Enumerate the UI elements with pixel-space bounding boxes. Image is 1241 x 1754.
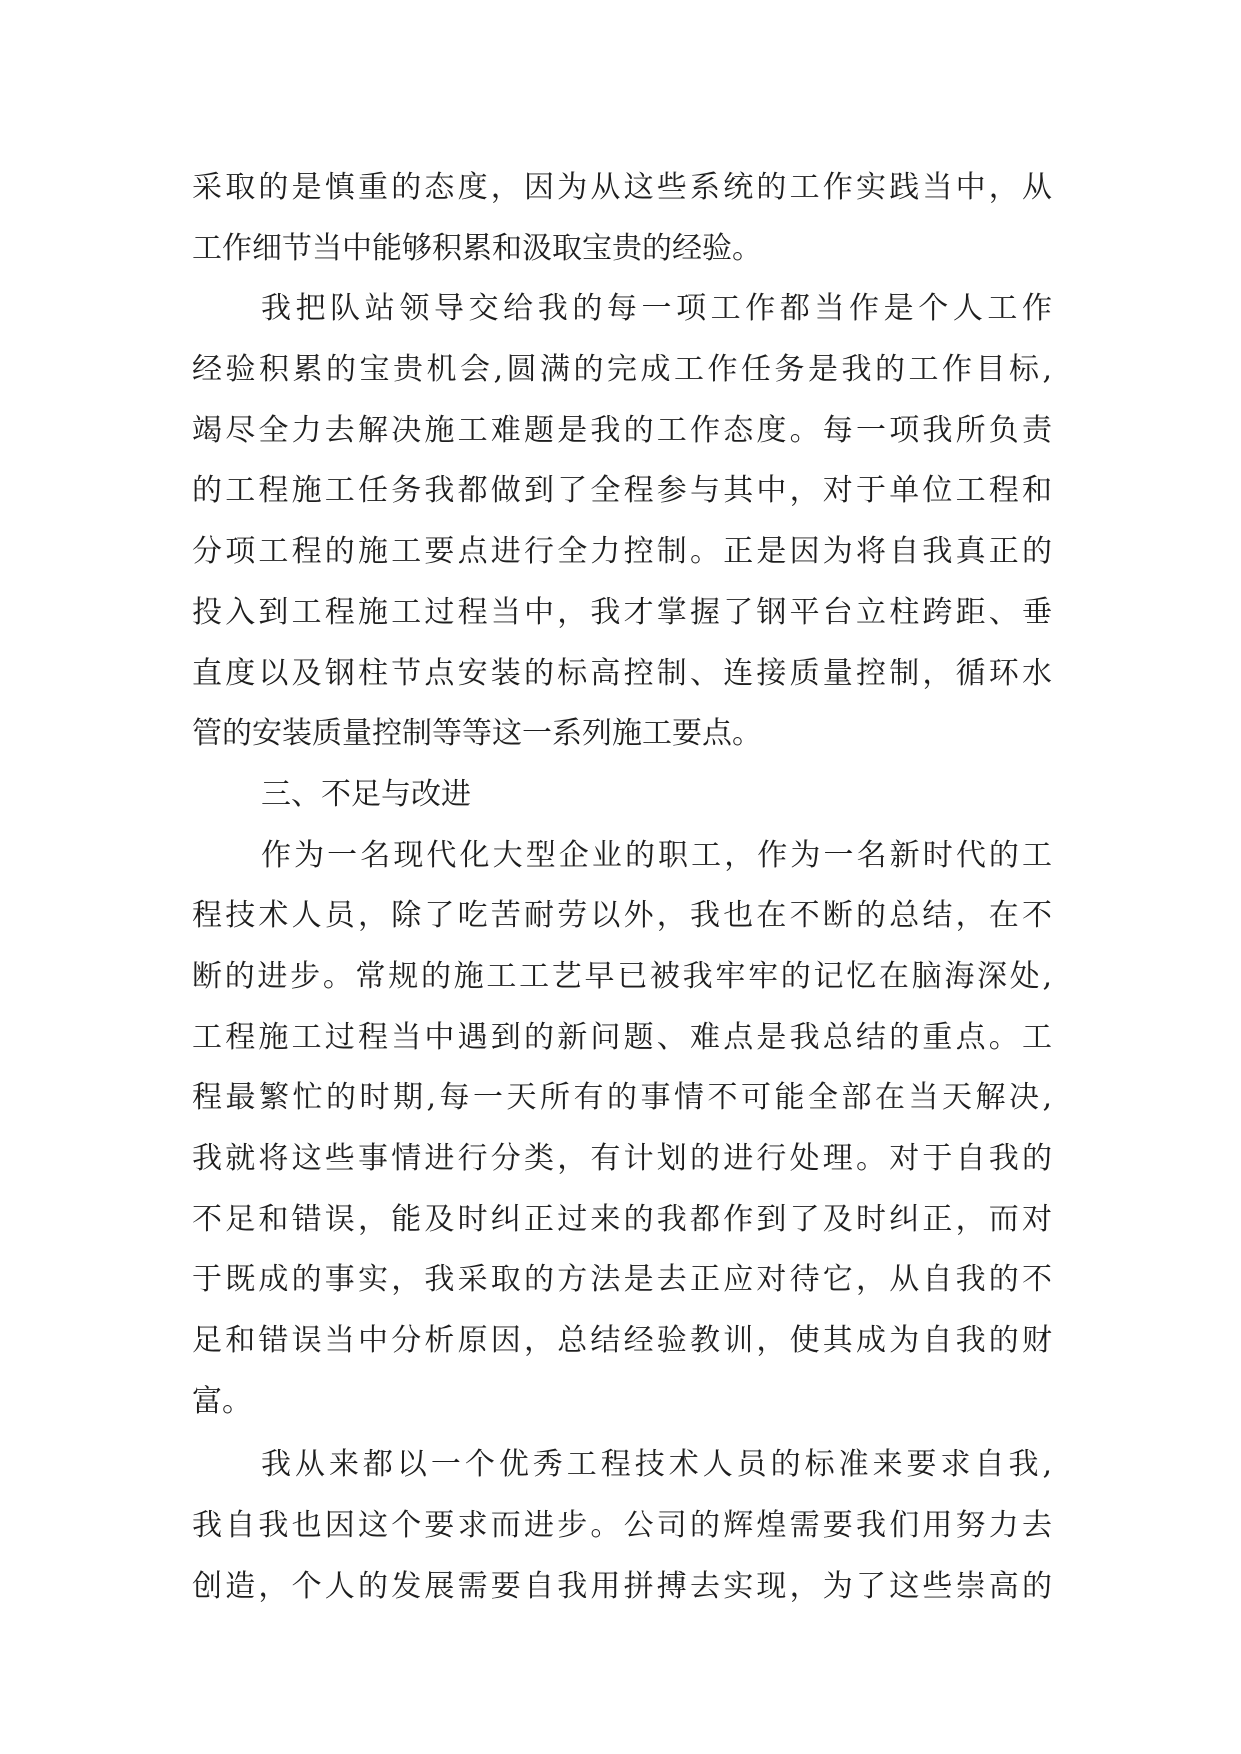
body-text <box>192 158 1052 1618</box>
text-line: 投入到工程施工过程当中，我才掌握了钢平台立柱跨距、垂 <box>192 594 1052 630</box>
text-line: 程技术人员，除了吃苦耐劳以外，我也在不断的总结，在不 <box>192 898 1052 934</box>
text-line: 分项工程的施工要点进行全力控制。正是因为将自我真正的 <box>192 534 1052 570</box>
text-line: 我从来都以一个优秀工程技术人员的标准来要求自我, <box>261 1447 1052 1483</box>
text-line: 经验积累的宝贵机会,圆满的完成工作任务是我的工作目标, <box>192 352 1052 388</box>
text-line: 的工程施工任务我都做到了全程参与其中，对于单位工程和 <box>192 473 1052 509</box>
text-line: 于既成的事实，我采取的方法是去正应对待它，从自我的不 <box>192 1262 1052 1298</box>
text-line: 管的安装质量控制等等这一系列施工要点。 <box>192 716 762 752</box>
text-line: 足和错误当中分析原因，总结经验教训，使其成为自我的财 <box>192 1323 1052 1359</box>
text-line: 断的进步。常规的施工工艺早已被我牢牢的记忆在脑海深处, <box>192 958 1052 994</box>
text-line: 作为一名现代化大型企业的职工，作为一名新时代的工 <box>261 837 1052 873</box>
text-line: 我就将这些事情进行分类，有计划的进行处理。对于自我的 <box>192 1141 1052 1176</box>
text-line: 采取的是慎重的态度，因为从这些系统的工作实践当中，从 <box>192 170 1052 205</box>
text-line: 不足和错误，能及时纠正过来的我都作到了及时纠正，而对 <box>192 1201 1052 1237</box>
text-line: 我自我也因这个要求而进步。公司的辉煌需要我们用努力去 <box>192 1508 1052 1544</box>
text-line: 程最繁忙的时期,每一天所有的事情不可能全部在当天解决, <box>192 1080 1052 1116</box>
text-line: 工作细节当中能够积累和汲取宝贵的经验。 <box>192 230 762 266</box>
text-line: 直度以及钢柱节点安装的标高控制、连接质量控制，循环水 <box>192 655 1052 691</box>
text-line: 竭尽全力去解决施工难题是我的工作态度。每一项我所负责 <box>192 412 1052 448</box>
text-line: 创造，个人的发展需要自我用拼搏去实现，为了这些崇高的 <box>192 1568 1052 1604</box>
text-line: 富。 <box>192 1383 252 1419</box>
text-line: 工程施工过程当中遇到的新问题、难点是我总结的重点。工 <box>192 1019 1052 1055</box>
text-line: 我把队站领导交给我的每一项工作都当作是个人工作 <box>261 291 1052 327</box>
section-heading: 三、不足与改进 <box>261 776 471 812</box>
